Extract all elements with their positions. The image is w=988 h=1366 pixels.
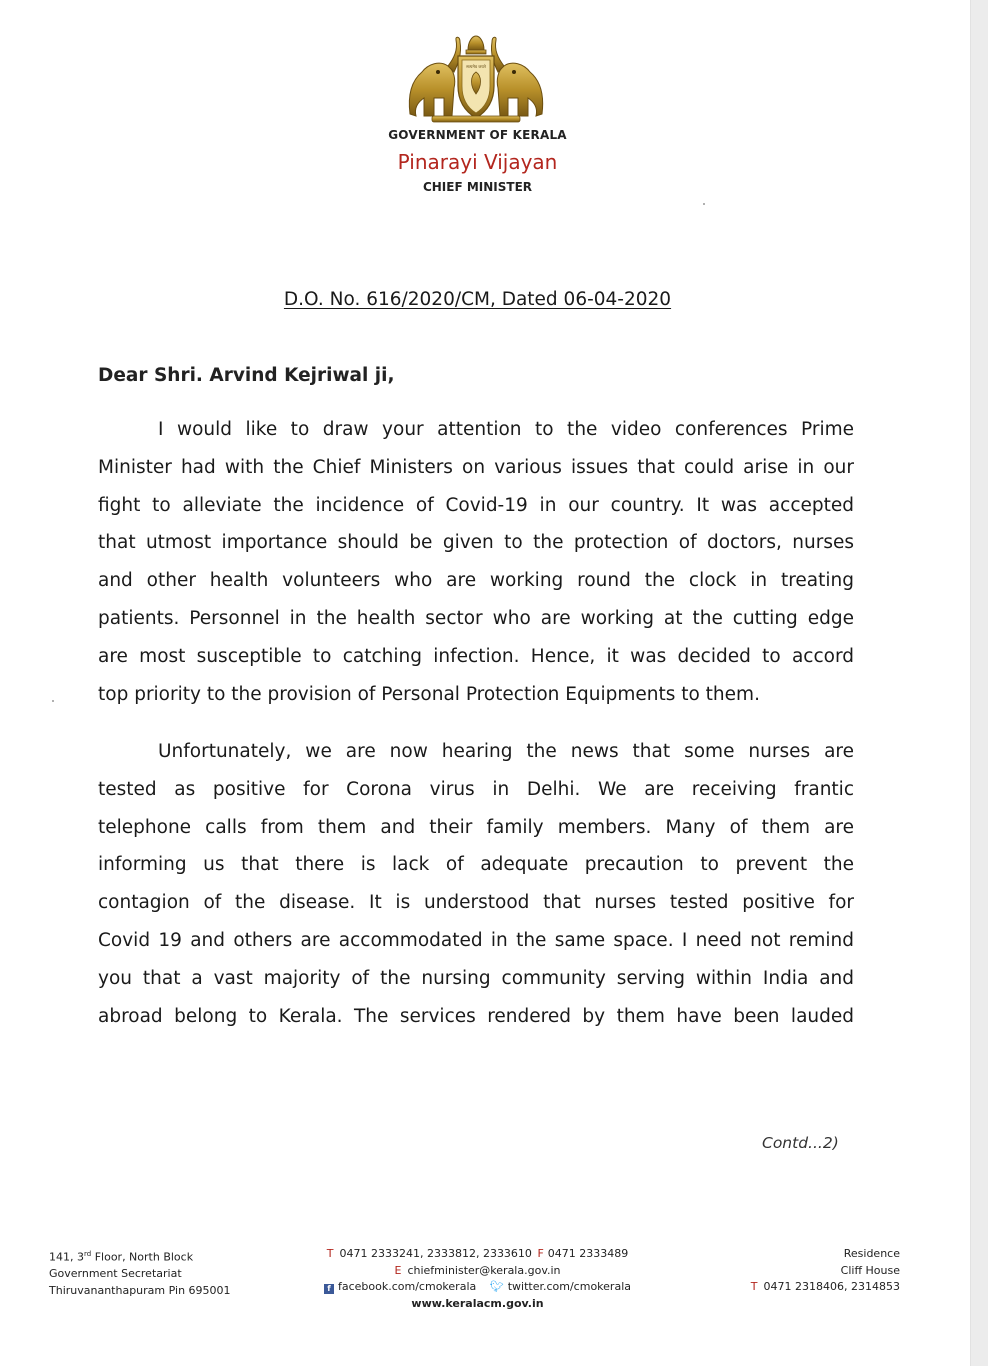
address-line-1: 141, 3rd Floor, North Block xyxy=(49,1250,194,1264)
phone-label: T xyxy=(326,1247,334,1260)
facebook-link[interactable]: facebook.com/cmokerala xyxy=(338,1280,477,1293)
paragraph-line: Covid 19 and others are accommodated in the same space. I need not remind xyxy=(98,929,854,951)
contact-phone-row xyxy=(300,1246,655,1263)
continued-note: Contd...2) xyxy=(762,1134,839,1152)
salutation: Dear Shri. Arvind Kejriwal ji, xyxy=(98,365,395,386)
paragraph-line: tested as positive for Corona virus in Delhi. We are receiving frantic xyxy=(98,778,854,800)
email-link[interactable]: chiefminister@kerala.gov.in xyxy=(407,1263,561,1277)
government-heading: GOVERNMENT OF KERALA xyxy=(388,128,567,142)
scan-speck xyxy=(703,203,705,205)
footer-residence xyxy=(751,1246,900,1296)
reference-line xyxy=(0,289,955,310)
chief-minister-title: CHIEF MINISTER xyxy=(422,180,533,194)
residence-name: Cliff House xyxy=(840,1263,900,1277)
fax-number: 0471 2333489 xyxy=(547,1247,629,1260)
contact-social-row xyxy=(300,1279,655,1296)
paragraph-line: contagion of the disease. It is understood that nurses tested positive for xyxy=(98,892,854,914)
phone-label: T xyxy=(750,1280,758,1293)
footer-contacts xyxy=(300,1246,655,1312)
paragraph-1 xyxy=(98,411,854,713)
residence-phone: 0471 2318406, 2314853 xyxy=(763,1280,900,1293)
email-label: E xyxy=(394,1263,402,1277)
paragraph-2 xyxy=(98,733,854,1035)
paragraph-line: fight to alleviate the incidence of Covid-19 in our country. It was accepted xyxy=(98,494,854,516)
paragraph-line: I would like to draw your attention to the video conferences Prime xyxy=(158,419,854,440)
chief-minister-name: Pinarayi Vijayan xyxy=(397,150,558,174)
page-edge xyxy=(970,0,988,1366)
emblem-motto: सत्यमेव जयते xyxy=(466,64,486,69)
facebook-icon: f xyxy=(324,1284,334,1294)
website-link[interactable]: www.keralacm.gov.in xyxy=(411,1296,544,1310)
paragraph-line: telephone calls from them and their family members. Many of them are xyxy=(98,816,854,838)
twitter-link[interactable]: twitter.com/cmokerala xyxy=(507,1280,631,1293)
kerala-emblem-icon xyxy=(402,28,550,128)
paragraph-line: and other health volunteers who are working round the clock in treating xyxy=(98,570,854,592)
paragraph-line: Minister had with the Chief Ministers on various issues that could arise in our xyxy=(98,456,854,478)
twitter-icon: 🐦︎ xyxy=(489,1280,504,1293)
paragraph-line: patients. Personnel in the health sector who are working at the cutting edge xyxy=(98,607,854,629)
scan-speck xyxy=(52,700,54,702)
paragraph-line: that utmost importance should be given to the protection of doctors, nurses xyxy=(98,532,854,554)
paragraph-line: abroad belong to Kerala. The services rendered by them have been lauded xyxy=(98,1005,854,1027)
fax-label: F xyxy=(537,1247,544,1260)
residence-label: Residence xyxy=(843,1247,900,1260)
residence-phone-row xyxy=(751,1279,900,1296)
address-line-3: Thiruvananthapuram Pin 695001 xyxy=(49,1283,231,1297)
paragraph-line: Unfortunately, we are now hearing the news that some nurses are xyxy=(158,741,854,762)
contact-email-row xyxy=(300,1263,655,1280)
reference-number: D.O. No. 616/2020/CM, Dated 06-04-2020 xyxy=(283,289,672,310)
phone-numbers: 0471 2333241, 2333812, 2333610 xyxy=(339,1247,532,1260)
address-line-2: Government Secretariat xyxy=(49,1267,182,1281)
paragraph-line: are most susceptible to catching infection. Hence, it was decided to accord xyxy=(98,645,854,667)
paragraph-line: top priority to the provision of Personal Protection Equipments to them. xyxy=(98,683,760,705)
paragraph-line: informing us that there is lack of adequate precaution to prevent the xyxy=(98,854,854,876)
footer-office-address xyxy=(49,1246,231,1299)
paragraph-line: you that a vast majority of the nursing community serving within India and xyxy=(98,967,854,989)
